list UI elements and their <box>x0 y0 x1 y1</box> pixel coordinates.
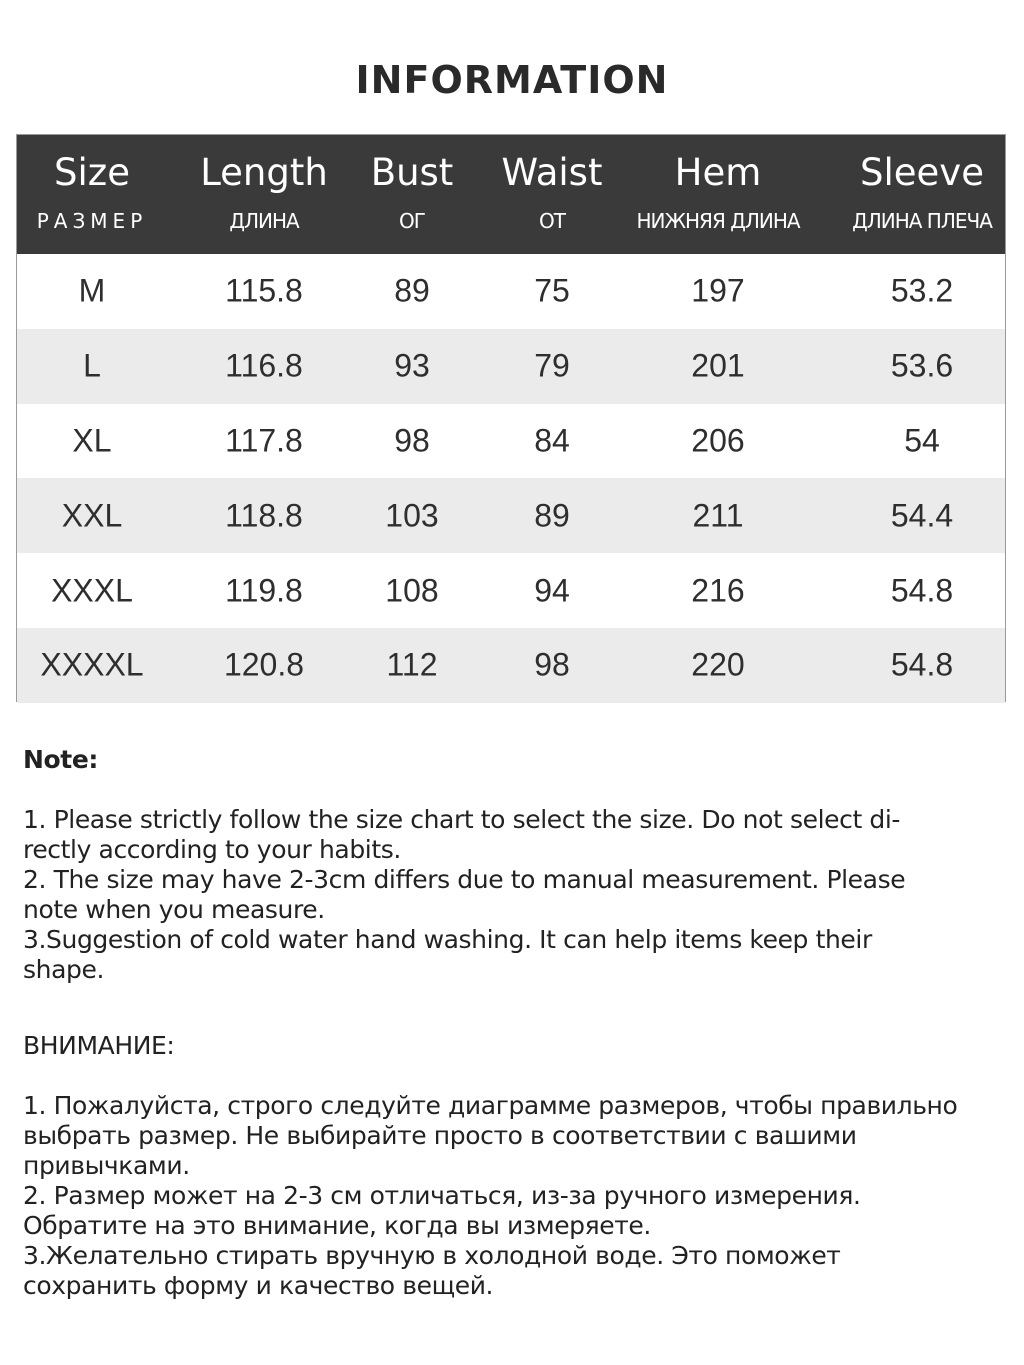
table-row <box>17 254 1005 329</box>
note-line: выбрать размер. Не выбирайте просто в соответствии с вашими <box>23 1121 857 1150</box>
column-header-sublabel: ДЛИНА <box>229 209 299 233</box>
table-cell-waist: 75 <box>534 272 570 309</box>
table-cell-length: 116.8 <box>225 347 303 384</box>
table-cell-hem: 206 <box>691 422 745 459</box>
table-cell-length: 119.8 <box>225 572 303 609</box>
note-line: 3.Желательно стирать вручную в холодной воде. Это поможет <box>23 1241 841 1270</box>
note-heading: Note: <box>23 745 99 774</box>
note-line: привычками. <box>23 1151 190 1180</box>
table-cell-size: XXL <box>61 497 123 534</box>
table-cell-size: L <box>83 347 101 384</box>
note-line: 1. Пожалуйста, строго следуйте диаграмме размеров, чтобы правильно <box>23 1091 958 1120</box>
table-cell-waist: 98 <box>534 646 570 683</box>
column-header-label: Sleeve <box>860 151 984 194</box>
note-line: shape. <box>23 955 104 984</box>
table-cell-sleeve: 54.8 <box>890 572 954 609</box>
table-cell-bust: 112 <box>386 646 438 683</box>
table-row <box>17 478 1005 553</box>
table-cell-length: 117.8 <box>225 422 303 459</box>
table-cell-sleeve: 53.6 <box>890 347 954 384</box>
note-line: note when you measure. <box>23 895 325 924</box>
column-header-sublabel: НИЖНЯЯ ДЛИНА <box>636 209 800 233</box>
column-header-label: Waist <box>501 151 603 194</box>
table-cell-bust: 108 <box>385 572 439 609</box>
note-line: 2. Размер может на 2-3 см отличаться, из-за ручного измерения. <box>23 1181 861 1210</box>
column-header-sublabel: ДЛИНА ПЛЕЧА <box>852 209 992 233</box>
table-cell-hem: 211 <box>692 497 744 534</box>
note-english <box>23 745 1008 985</box>
column-header-label: Size <box>54 151 130 194</box>
note-line: rectly according to your habits. <box>23 835 401 864</box>
table-cell-waist: 79 <box>534 347 570 384</box>
column-header-sublabel: ОТ <box>539 209 565 233</box>
column-header-sublabel: РАЗМЕР <box>36 209 148 233</box>
table-cell-hem: 216 <box>691 572 745 609</box>
table-cell-sleeve: 54.8 <box>890 646 954 683</box>
table-cell-sleeve: 53.2 <box>890 272 954 309</box>
column-header-sublabel: ОГ <box>399 209 425 233</box>
note-line: 1. Please strictly follow the size chart to select the size. Do not select di- <box>23 805 901 834</box>
table-cell-waist: 84 <box>534 422 570 459</box>
table-cell-hem: 201 <box>691 347 745 384</box>
table-cell-hem: 197 <box>691 272 745 309</box>
table-cell-bust: 98 <box>394 422 430 459</box>
table-row <box>17 329 1005 404</box>
table-cell-bust: 103 <box>385 497 439 534</box>
table-header-row <box>17 135 1005 254</box>
note-russian <box>23 1031 1008 1301</box>
table-cell-length: 120.8 <box>223 646 305 683</box>
table-cell-length: 118.8 <box>225 497 303 534</box>
table-cell-size: XL <box>72 422 112 459</box>
table-cell-waist: 94 <box>534 572 570 609</box>
table-row <box>17 404 1005 479</box>
page-title: INFORMATION <box>355 58 669 102</box>
column-header-label: Hem <box>674 151 762 194</box>
table-row <box>17 628 1005 703</box>
table-cell-bust: 93 <box>394 347 430 384</box>
table-cell-sleeve: 54.4 <box>890 497 954 534</box>
column-header-label: Length <box>200 151 328 194</box>
table-cell-size: M <box>78 272 106 309</box>
table-row <box>17 553 1005 628</box>
note-heading: ВНИМАНИЕ: <box>23 1031 175 1060</box>
note-line: 2. The size may have 2-3cm differs due to manual measurement. Please <box>23 865 906 894</box>
table-cell-size: XXXL <box>51 572 133 609</box>
note-line: 3.Suggestion of cold water hand washing. It can help items keep their <box>23 925 872 954</box>
column-header-label: Bust <box>370 151 454 194</box>
table-cell-size: XXXXL <box>40 646 144 683</box>
size-chart-table <box>16 134 1006 702</box>
note-line: сохранить форму и качество вещей. <box>23 1271 494 1300</box>
table-cell-sleeve: 54 <box>904 422 940 459</box>
table-cell-length: 115.8 <box>225 272 303 309</box>
table-cell-waist: 89 <box>534 497 570 534</box>
table-cell-bust: 89 <box>394 272 430 309</box>
note-line: Обратите на это внимание, когда вы измеряете. <box>23 1211 651 1240</box>
table-cell-hem: 220 <box>691 646 745 683</box>
